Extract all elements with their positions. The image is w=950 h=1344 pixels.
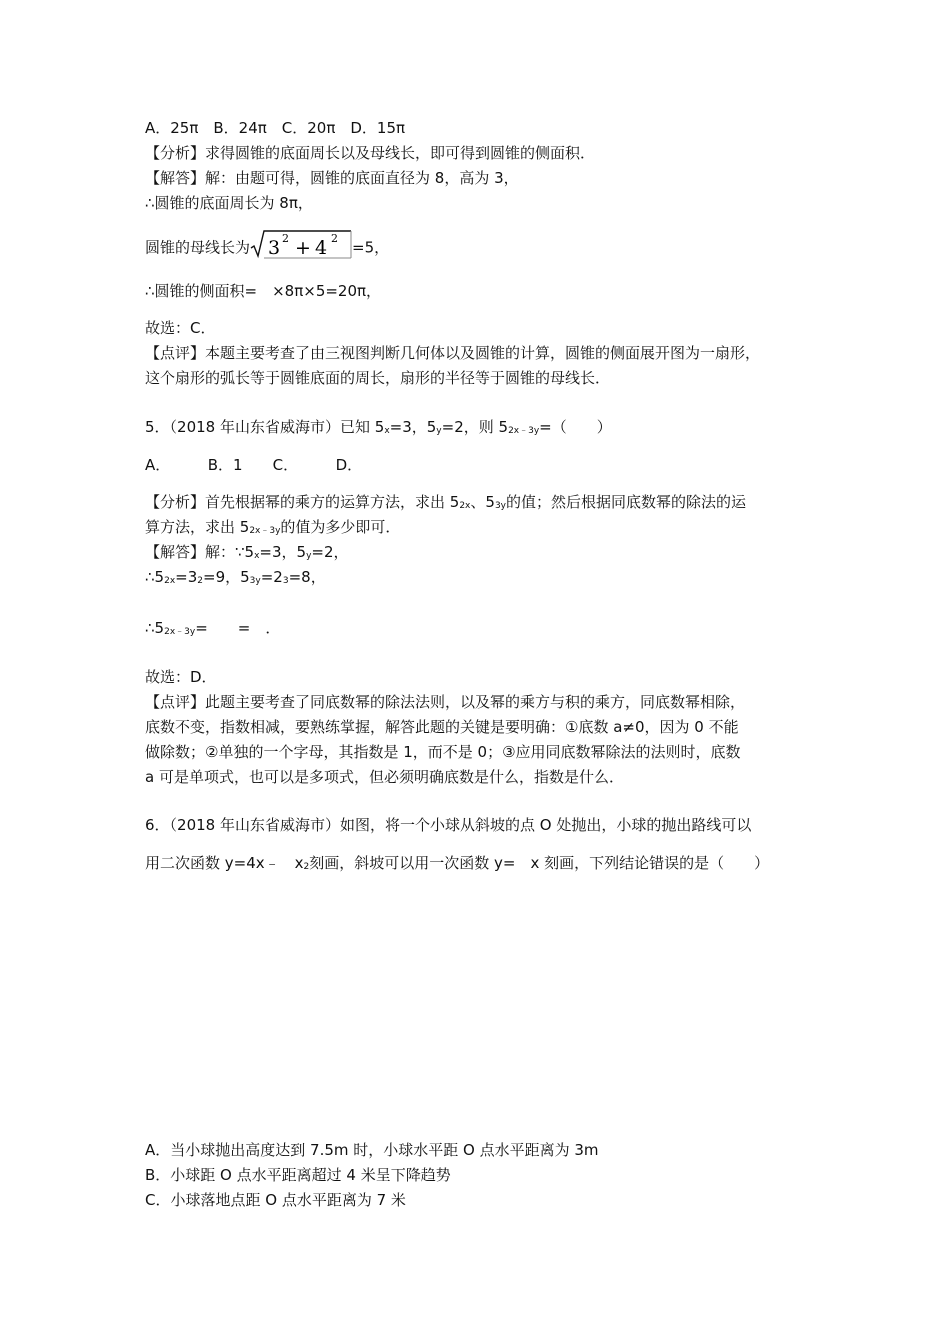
q4-choice: 故选：C． bbox=[145, 319, 216, 337]
sqrt-exponent-2: 2 bbox=[331, 232, 339, 245]
q4-comment-line-1: 【点评】本题主要考查了由三视图判断几何体以及圆锥的计算，圆锥的侧面展开图为一扇形， bbox=[145, 344, 761, 362]
q5-stem: 5．（2018 年山东省威海市）已知 $5_x=3$，$5_y=2$，则 $5_{2x﹣3y}=$（ ） bbox=[145, 418, 612, 436]
q6-stem-line-2: 用二次函数 y=4x﹣ $x_2$刻画，斜坡可以用一次函数 y= x 刻画，下列结论错误的是（ ） bbox=[145, 854, 770, 872]
q6-option-c: C．小球落地点距 O 点水平距离为 7 米 bbox=[145, 1191, 406, 1209]
q5-comment-line-1: 【点评】此题主要考查了同底数幂的除法法则，以及幂的乘方与积的乘方，同底数幂相除， bbox=[145, 693, 746, 711]
q5-answer-line-2: $\therefore 5_{2x}=3_2=9$，$5_{3y}=2_3=8$， bbox=[145, 568, 326, 586]
q4-analysis: 【分析】求得圆锥的底面周长以及母线长，即可得到圆锥的侧面积． bbox=[145, 144, 596, 162]
q5-comment-line-3: 做除数；②单独的一个字母，其指数是 1，而不是 0；③应用同底数幂除法的法则时，底数 bbox=[145, 743, 741, 761]
sqrt-exponent-1: 2 bbox=[282, 232, 290, 245]
q5-comment-line-4: a 可是单项式，也可以是多项式，但必须明确底数是什么，指数是什么． bbox=[145, 768, 624, 786]
sqrt-expression bbox=[250, 229, 352, 267]
q5-comment-line-2: 底数不变，指数相减，要熟练掌握，解答此题的关键是要明确：①底数 a≠0，因为 0 不能 bbox=[145, 718, 739, 736]
q6-stem-line-1: 6．（2018 年山东省威海市）如图，将一个小球从斜坡的点 O 处抛出，小球的抛出路线可以 bbox=[145, 816, 752, 834]
q6-option-b: B．小球距 O 点水平距离超过 4 米呈下降趋势 bbox=[145, 1166, 451, 1184]
q5-answer-line-3: $\therefore 5_{2x﹣3y}=$ = ． bbox=[145, 619, 281, 637]
q5-analysis-line-1: 【分析】首先根据幂的乘方的运算方法，求出 $5_{2x}$、$5_{3y}$的值；然后根据同底数幂的除法的运 bbox=[145, 493, 747, 511]
q4-answer-line-3 bbox=[145, 229, 390, 259]
q4-comment-line-2: 这个扇形的弧长等于圆锥底面的周长，扇形的半径等于圆锥的母线长． bbox=[145, 369, 611, 387]
sqrt-base-2: 4 bbox=[315, 237, 328, 259]
q4-answer-line-1: 【解答】解：由题可得，圆锥的底面直径为 8，高为 3， bbox=[145, 169, 519, 187]
q4-answer-line-2: ∴圆锥的底面周长为 8π， bbox=[145, 194, 313, 212]
q5-answer-line-1: 【解答】解：$\because 5_x=3$，$5_y=2$， bbox=[145, 543, 349, 561]
q6-option-a: A．当小球抛出高度达到 7.5m 时，小球水平距 O 点水平距离为 3m bbox=[145, 1141, 599, 1159]
q4-slant-length-prefix: 圆锥的母线长为 bbox=[145, 238, 251, 257]
q4-slant-length-suffix: =5， bbox=[352, 238, 390, 257]
q5-options: A． B．1 C． D． bbox=[145, 456, 363, 474]
q4-options: A．25π B．24π C．20π D．15π bbox=[145, 119, 406, 137]
sqrt-base-1: 3 bbox=[268, 237, 281, 259]
q5-analysis-line-2: 算方法，求出 $5_{2x﹣3y}$的值为多少即可． bbox=[145, 518, 401, 536]
q4-answer-line-4: ∴圆锥的侧面积= ×8π×5=20π， bbox=[145, 282, 382, 300]
q5-choice: 故选：D． bbox=[145, 668, 217, 686]
sqrt-plus: + bbox=[295, 237, 311, 259]
